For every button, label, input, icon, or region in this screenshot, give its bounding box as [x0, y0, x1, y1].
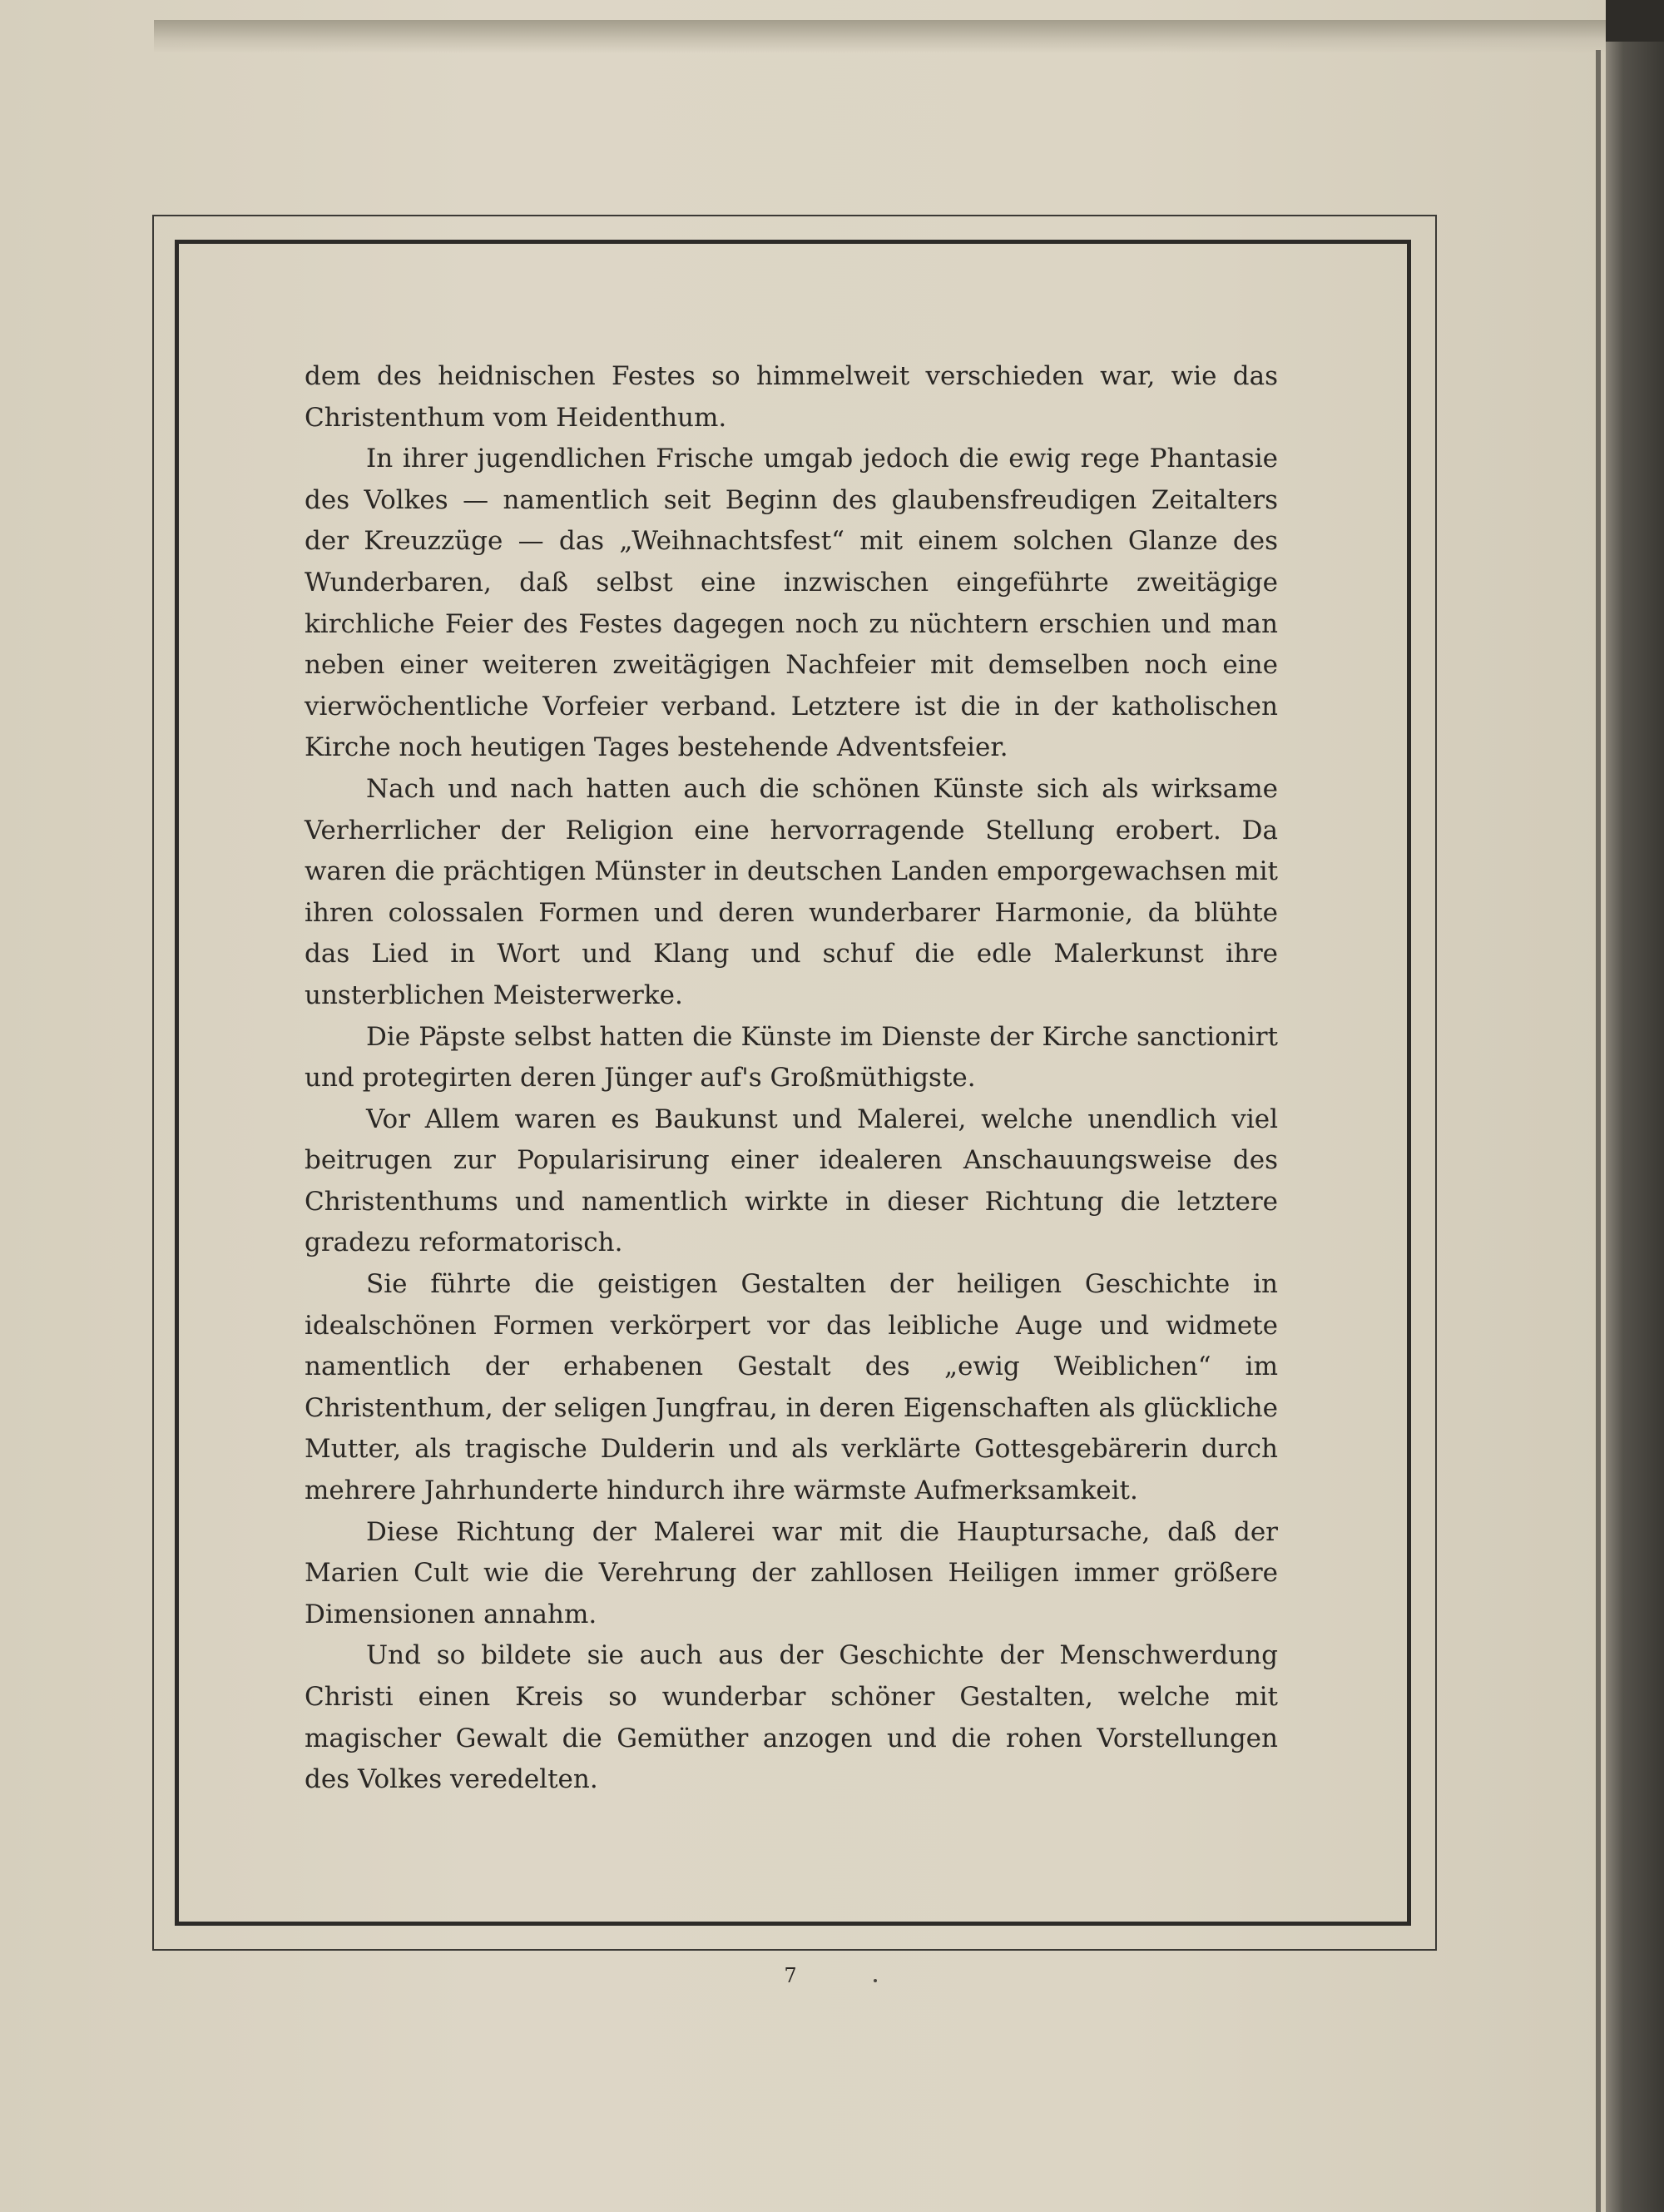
book-cover-edge — [1606, 42, 1664, 2212]
paragraph: Und so bildete sie auch aus der Geschichte der Menschwerdung Christi einen Kreis so wunderbar schöner Gestalten, welche mit magischer Gewalt die Gemüther anzogen und die rohen Vorstellungen des Volkes veredelten. — [305, 1640, 1278, 1795]
paragraph: Sie führte die geistigen Gestalten der heiligen Geschichte in idealschönen Formen verkörpert vor das leibliche Auge und widmete namentlich der erhabenen Gestalt des „ewig Weiblichen“ im Christenthum, der seligen Jungfrau, in deren Eigenschaften als glückliche Mutter, als tragische Dulderin und als verklärte Gottesgebärerin durch mehrere Jahrhunderte hindurch ihre wärmste Aufmerksamkeit. — [305, 1269, 1278, 1506]
paragraph: In ihrer jugendlichen Frische umgab jedoch die ewig rege Phantasie des Volkes — namentlich seit Beginn des glaubensfreudigen Zeitalters der Kreuzzüge — das „Weihnachtsfest“ mit einem solchen Glanze des Wunderbaren, daß selbst eine inzwischen eingeführte zweitägige kirchliche Feier des Festes dagegen noch zu nüchtern erschien und man neben einer weiteren zweitägigen Nachfeier mit demselben noch eine vierwöchentliche Vorfeier verband. Letztere ist die in der katholischen Kirche noch heutigen Tages bestehende Adventsfeier. — [305, 444, 1278, 763]
paragraph: Die Päpste selbst hatten die Künste im Dienste der Kirche sanctionirt und protegirten deren Jünger auf's Großmüthigste. — [305, 1021, 1278, 1094]
binding-edge — [1596, 50, 1601, 2212]
paragraph: dem des heidnischen Festes so himmelweit verschieden war, wie das Christenthum vom Heidenthum. — [305, 361, 1278, 433]
paragraph: Diese Richtung der Malerei war mit die Hauptursache, daß der Marien Cult wie die Verehrung der zahllosen Heiligen immer größere Dimensionen annahm. — [305, 1516, 1278, 1629]
print-speck — [874, 1979, 877, 1982]
paragraph: Nach und nach hatten auch die schönen Künste sich als wirksame Verherrlicher der Religion eine hervorragende Stellung erobert. Da waren die prächtigen Münster in deutschen Landen emporgewachsen mit ihren colossalen Formen und deren wunderbarer Harmonie, da blühte das Lied in Wort und Klang und schuf die edle Malerkunst ihre unsterblichen Meisterwerke. — [305, 773, 1278, 1010]
paragraph: Vor Allem waren es Baukunst und Malerei, welche unendlich viel beitrugen zur Popularisirung einer idealeren Anschauungsweise des Christenthums und namentlich wirkte in dieser Richtung die letztere gradezu reformatorisch. — [305, 1104, 1278, 1258]
page-number: 7 — [784, 1964, 797, 1987]
top-shadow — [154, 20, 1606, 53]
body-text — [305, 356, 1278, 1801]
